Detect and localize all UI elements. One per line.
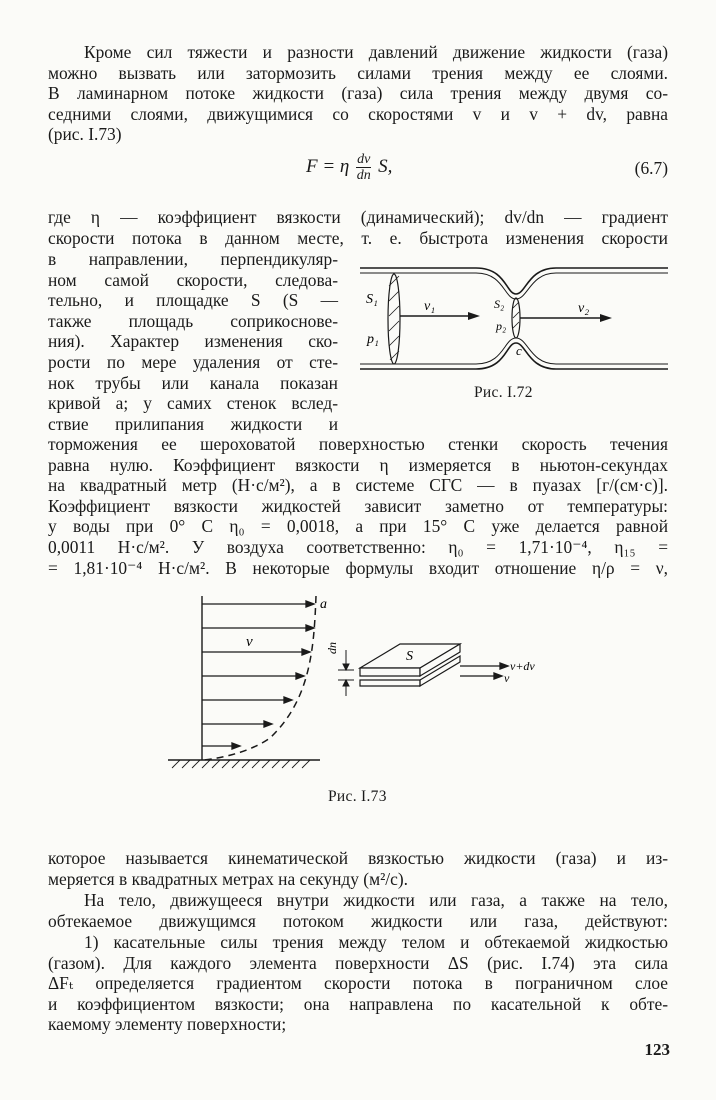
text-line: ния). Характер изменения ско- bbox=[48, 331, 338, 352]
velocity-arrows bbox=[202, 601, 314, 749]
label-s: S bbox=[406, 649, 413, 664]
figure-1-73 bbox=[160, 590, 560, 780]
paragraph-forces bbox=[48, 890, 668, 931]
paragraph-viscosity-tail bbox=[48, 434, 668, 578]
label-v-profile: v bbox=[246, 634, 253, 650]
formula-number: (6.7) bbox=[634, 158, 668, 178]
pipe-top-wall-outer bbox=[360, 268, 668, 294]
dn-dimension bbox=[338, 650, 354, 696]
text-line: где η — коэффициент вязкости (динамический); dv/dn — градиент bbox=[48, 207, 668, 227]
label-s1: S₁ bbox=[366, 292, 378, 307]
text-line: равна нулю. Коэффициент вязкости η измеряется в ньютон-секундах bbox=[48, 454, 668, 475]
text-line: можно вызвать или затормозить силами трения между ее слоями. bbox=[48, 62, 668, 83]
figure-1-73-caption: Рис. I.73 bbox=[328, 788, 387, 805]
pipe-bottom-wall-outer bbox=[360, 343, 668, 369]
text-line: на квадратный метр (Н·с/м²), а в системе СГС — в пуазах [г/(см·с)]. bbox=[48, 475, 668, 496]
text-line: которое называется кинематической вязкостью жидкости (газа) и из- bbox=[48, 848, 668, 868]
text-line: (рис. I.73) bbox=[48, 124, 122, 145]
label-c: c bbox=[516, 343, 522, 358]
label-v1: v₁ bbox=[424, 299, 436, 314]
formula-expression bbox=[306, 152, 392, 183]
text-line: нок трубы или канала показан bbox=[48, 372, 338, 393]
text-line: ΔFₜ определяется градиентом скорости потока в пограничном слое bbox=[48, 973, 668, 994]
text-line: На тело, движущееся внутри жидкости или газа, а также на тело, bbox=[84, 890, 668, 910]
label-a: a bbox=[320, 597, 327, 612]
text-line: каемому элементу поверхности; bbox=[48, 1014, 287, 1035]
figure-1-72-caption: Рис. I.72 bbox=[474, 384, 533, 401]
formula-numerator: dv bbox=[357, 152, 371, 167]
cross-section-s1 bbox=[388, 274, 400, 364]
text-line: у воды при 0° С η₀ = 0,0018, а при 15° С уже делается равной bbox=[48, 516, 668, 537]
page-number: 123 bbox=[644, 1040, 670, 1059]
label-v-plate: v bbox=[504, 671, 510, 685]
formula-lhs: F = η bbox=[306, 155, 350, 177]
formula-rhs: S, bbox=[378, 155, 393, 177]
formula-denominator: dn bbox=[356, 168, 371, 183]
text-line: 1) касательные силы трения между телом и обтекаемой жидкостью bbox=[84, 932, 668, 952]
text-line: в направлении, перпендикуляр- bbox=[48, 249, 338, 269]
text-line: торможения ее шероховатой поверхностью стенки скорость течения bbox=[48, 434, 668, 454]
text-line: = 1,81·10⁻⁴ Н·с/м². В некоторые формулы входит отношение η/ρ = ν, bbox=[48, 557, 668, 578]
text-line: скорости потока в данном месте, т. е. быстрота изменения скорости bbox=[48, 227, 668, 248]
text-line: седними слоями, движущимися со скоростями v и v + dv, равна bbox=[48, 103, 668, 124]
label-p1: p₁ bbox=[367, 332, 379, 347]
text-line: (газом). Для каждого элемента поверхности ΔS (рис. I.74) эта сила bbox=[48, 952, 668, 973]
paragraph-viscosity-head bbox=[48, 207, 668, 248]
pipe-top-wall-inner bbox=[360, 273, 668, 299]
plate-arrows bbox=[460, 663, 508, 679]
text-line: 0,0011 Н·с/м². У воздуха соответственно: η₀ = 1,71·10⁻⁴, η₁₅ = bbox=[48, 536, 668, 557]
text-line: Коэффициент вязкости жидкостей зависит заметно от температуры: bbox=[48, 495, 668, 516]
text-line: Кроме сил тяжести и разности давлений движение жидкости (газа) bbox=[84, 42, 668, 62]
text-line: ствие прилипания жидкости и bbox=[48, 413, 338, 434]
pipe-bottom-wall-inner bbox=[360, 338, 668, 364]
text-line: тельно, и площадке S (S — bbox=[48, 290, 338, 311]
label-s2: S₂ bbox=[494, 297, 505, 311]
text-line: также площадь соприкоснове- bbox=[48, 310, 338, 331]
figure-1-72 bbox=[356, 256, 672, 386]
ground-hatching bbox=[172, 760, 310, 768]
text-line: обтекаемое движущимся потоком жидкости или газа, действуют: bbox=[48, 910, 668, 931]
label-dn: dn bbox=[325, 642, 339, 654]
formula-fraction bbox=[356, 152, 371, 183]
label-v-plus-dv: v+dv bbox=[510, 659, 535, 673]
text-line: кривой a; у самих стенок вслед- bbox=[48, 393, 338, 414]
text-line: и коэффициентом вязкости; она направлена по касательной к обте- bbox=[48, 993, 668, 1014]
text-line: рости по мере удаления от сте- bbox=[48, 351, 338, 372]
label-p2: p₂ bbox=[496, 319, 507, 333]
text-line: меряется в квадратных метрах на секунду (м²/с). bbox=[48, 868, 408, 889]
paragraph-intro bbox=[48, 42, 668, 145]
label-v2: v₂ bbox=[578, 301, 590, 316]
paragraph-friction-forces bbox=[48, 932, 668, 1035]
paragraph-viscosity-wrap bbox=[48, 249, 338, 434]
text-line: В ламинарном потоке жидкости (газа) сила трения между двумя со- bbox=[48, 83, 668, 104]
text-line: ном самой скорости, следова- bbox=[48, 269, 338, 290]
formula-6-7 bbox=[48, 148, 668, 192]
paragraph-kinematic bbox=[48, 848, 668, 889]
